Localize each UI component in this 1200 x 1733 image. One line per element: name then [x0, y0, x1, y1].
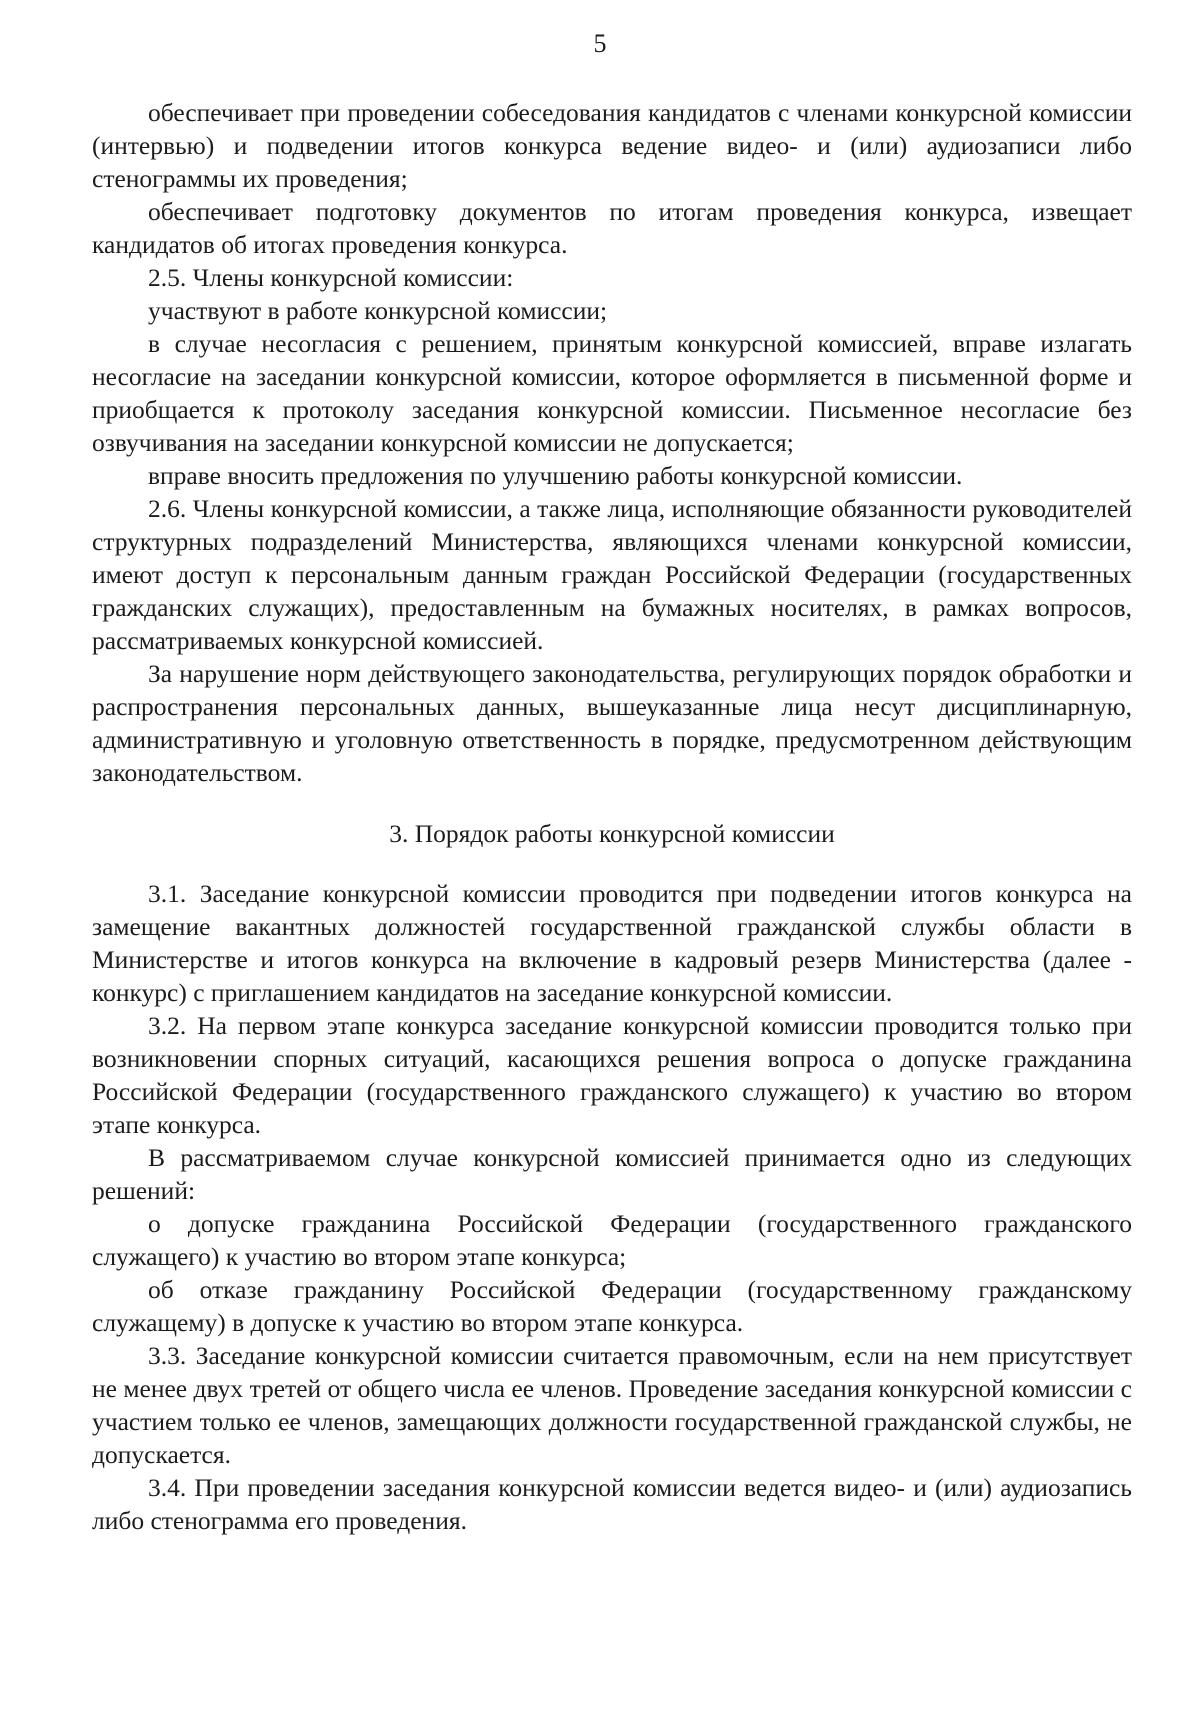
paragraph-clause-3-2: 3.2. На первом этапе конкурса заседание конкурсной комиссии проводится только при возникновении спорных ситуаций, касающихся решения вопроса о допуске гражданина Российской Федерации (государственного гражданского служащего) к участию во втором этапе конкурса. [92, 1011, 1132, 1139]
paragraph: В рассматриваемом случае конкурсной комиссией принимается одно из следующих решений: [92, 1143, 1132, 1205]
paragraph-clause-2-6: 2.6. Члены конкурсной комиссии, а также лица, исполняющие обязанности руководителей структурных подразделений Министерства, являющихся членами конкурсной комиссии, имеют доступ к персональным данным граждан Российской Федерации (государственных гражданских служащих), предоставленным на бумажных носителях, в рамках вопросов, рассматриваемых конкурсной комиссией. [92, 494, 1132, 655]
paragraph: в случае несогласия с решением, принятым конкурсной комиссией, вправе излагать несогласие на заседании конкурсной комиссии, которое оформляется в письменной форме и приобщается к протоколу заседания конкурсной комиссии. Письменное несогласие без озвучивания на заседании конкурсной комиссии не допускается; [92, 329, 1132, 457]
paragraph: вправе вносить предложения по улучшению работы конкурсной комиссии. [148, 461, 963, 490]
paragraph: обеспечивает подготовку документов по итогам проведения конкурса, извещает кандидатов об итогах проведения конкурса. [92, 197, 1132, 259]
paragraph: участвуют в работе конкурсной комиссии; [148, 296, 608, 325]
paragraph: За нарушение норм действующего законодательства, регулирующих порядок обработки и распространения персональных данных, вышеуказанные лица несут дисциплинарную, административную и уголовную ответственность в порядке, предусмотренном действующим законодательством. [92, 659, 1132, 787]
document-body [92, 96, 1132, 1537]
paragraph-clause-2-5: 2.5. Члены конкурсной комиссии: [148, 263, 514, 292]
paragraph-clause-3-3: 3.3. Заседание конкурсной комиссии считается правомочным, если на нем присутствует не менее двух третей от общего числа ее членов. Проведение заседания конкурсной комиссии с участием только ее членов, замещающих должности государственной гражданской службы, не допускается. [92, 1341, 1132, 1469]
page-number: 5 [593, 29, 607, 58]
paragraph-clause-3-1: 3.1. Заседание конкурсной комиссии проводится при подведении итогов конкурса на замещение вакантных должностей государственной гражданской службы области в Министерстве и итогов конкурса на включение в кадровый резерв Министерства (далее - конкурс) с приглашением кандидатов на заседание конкурсной комиссии. [92, 879, 1132, 1007]
paragraph-clause-3-4: 3.4. При проведении заседания конкурсной комиссии ведется видео- и (или) аудиозапись либо стенограмма его проведения. [92, 1473, 1132, 1535]
section-heading: 3. Порядок работы конкурсной комиссии [389, 819, 835, 848]
paragraph: о допуске гражданина Российской Федерации (государственного гражданского служащего) к участию во втором этапе конкурса; [92, 1209, 1132, 1271]
paragraph: об отказе гражданину Российской Федерации (государственному гражданскому служащему) в допуске к участию во втором этапе конкурса. [92, 1275, 1132, 1337]
paragraph: обеспечивает при проведении собеседования кандидатов с членами конкурсной комиссии (интервью) и подведении итогов конкурса ведение видео- и (или) аудиозаписи либо стенограммы их проведения; [92, 98, 1132, 193]
